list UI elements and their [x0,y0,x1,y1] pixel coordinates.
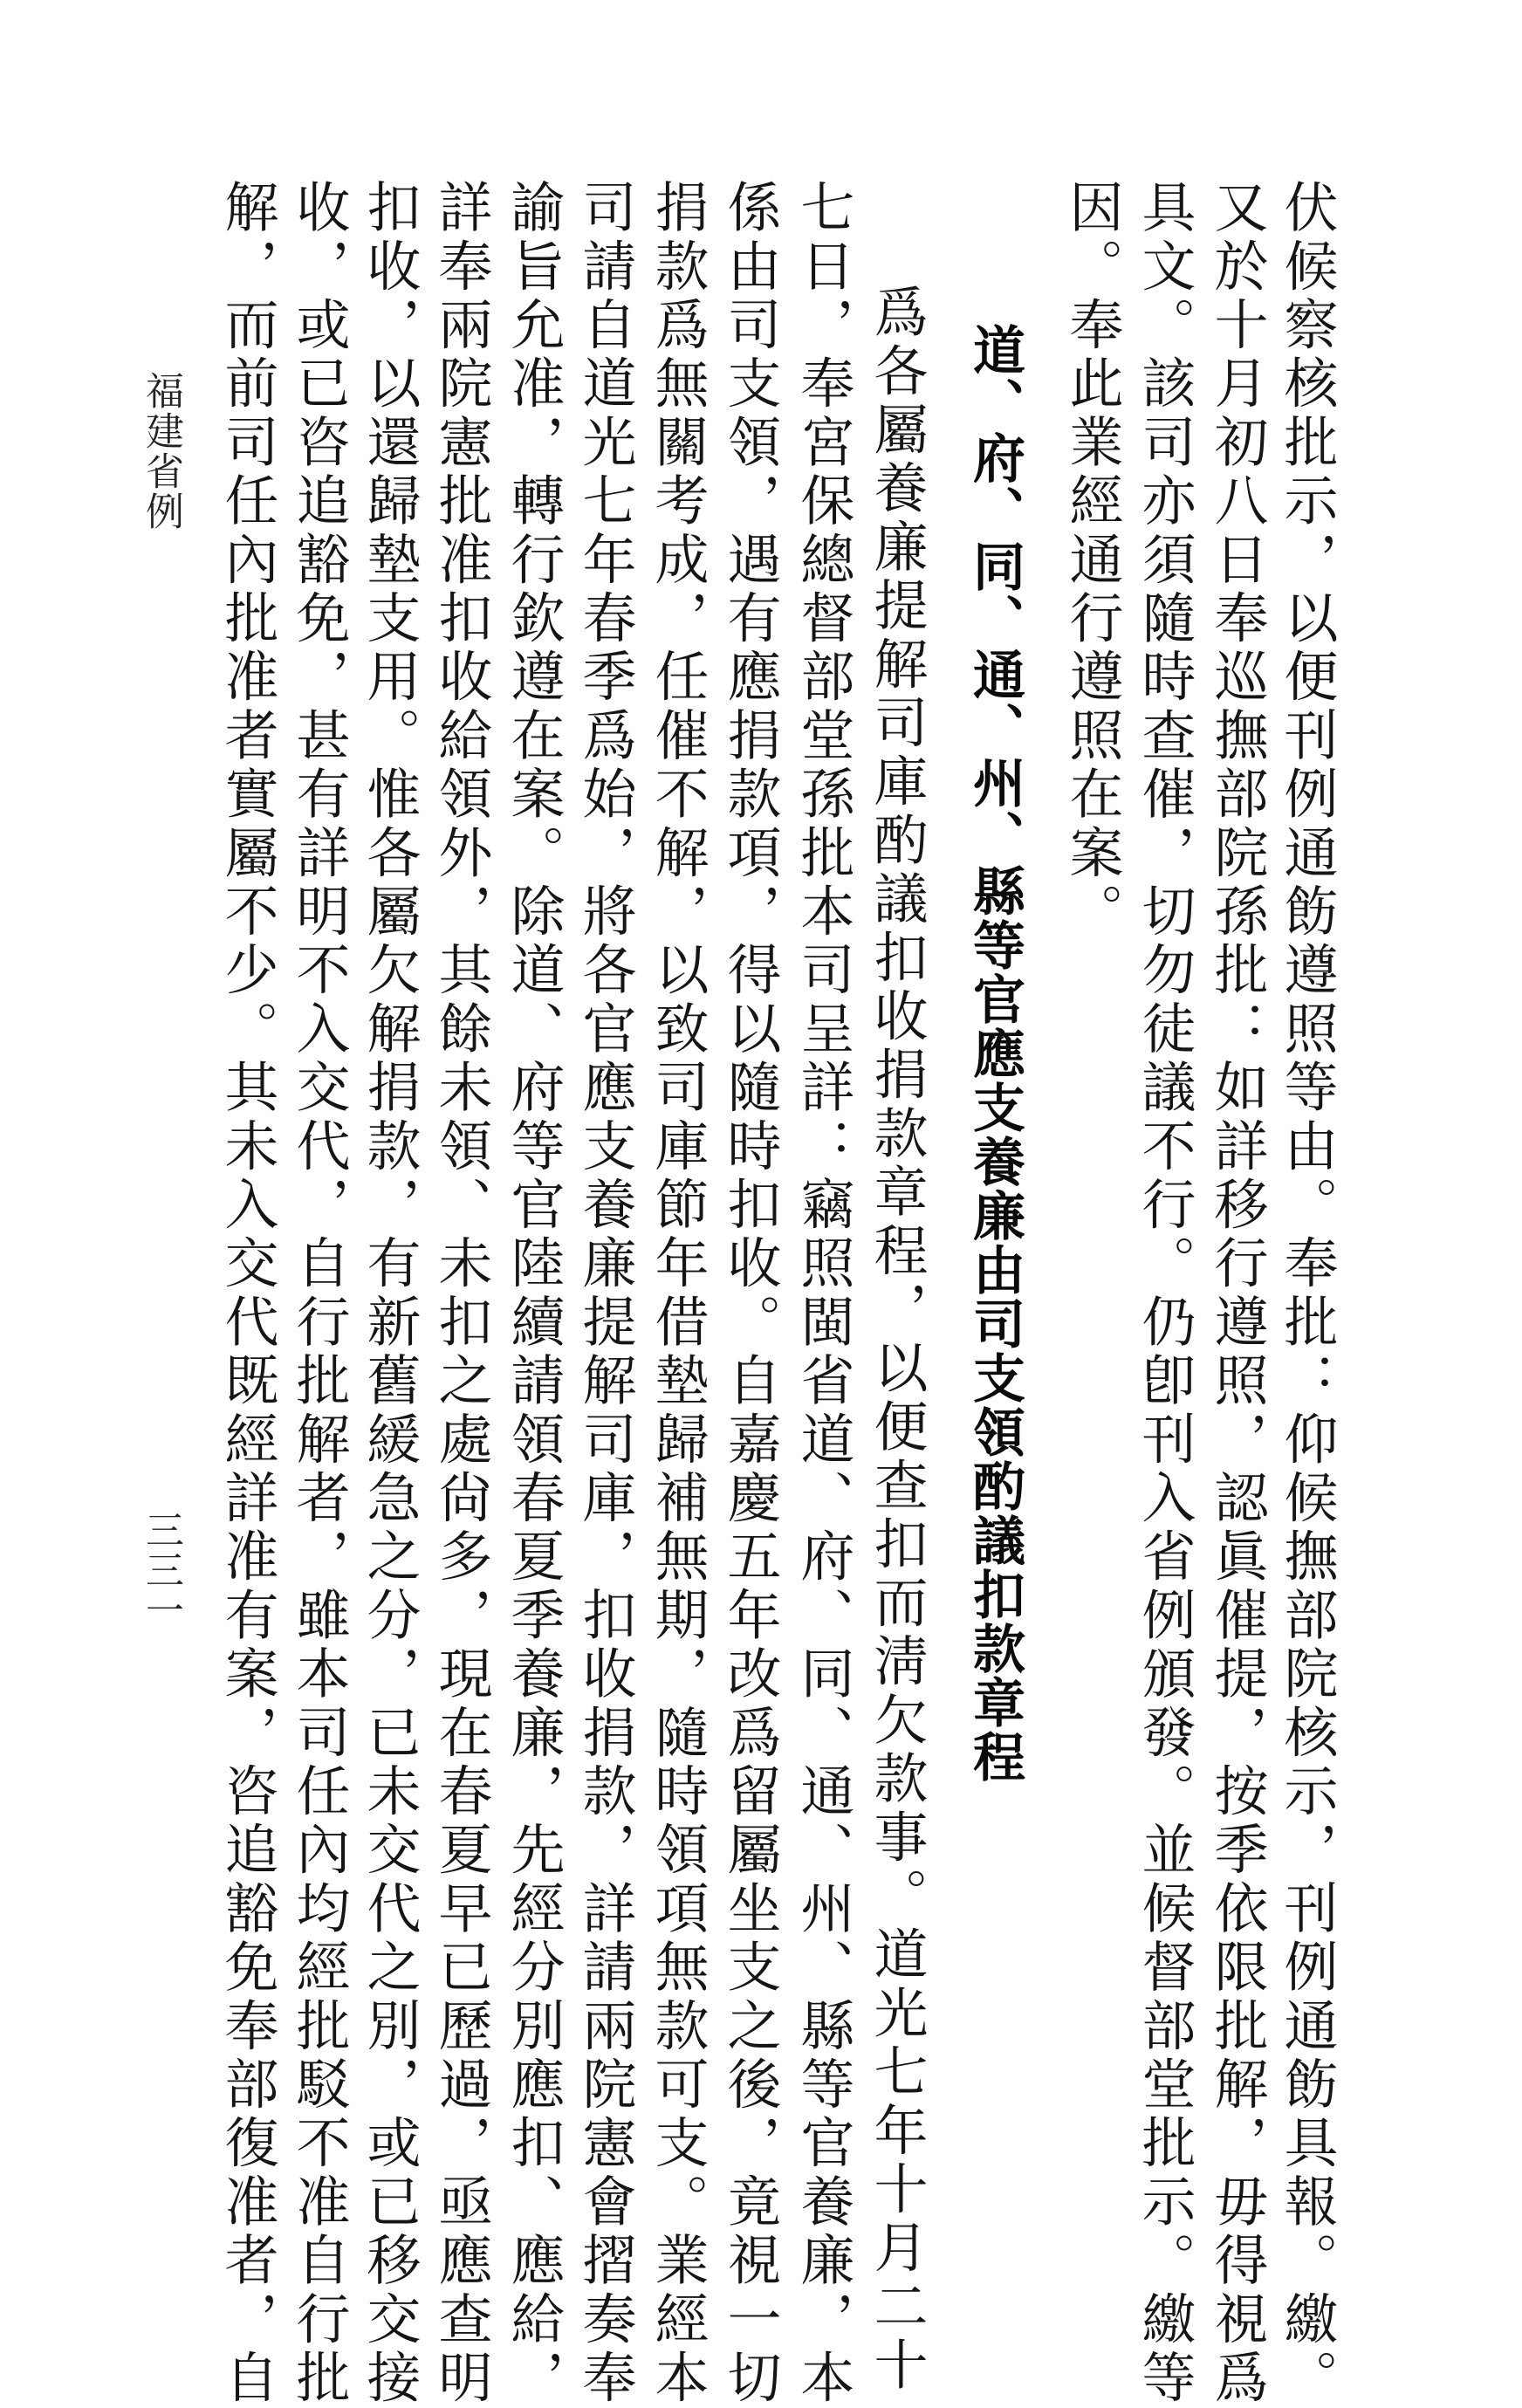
text-column-6: 七日，奉宮保總督部堂孫批本司呈詳：竊照閩省道、府、同、通、州、縣等官養廉，本 [792,179,855,2408]
text-column-2: 又於十月初八日奉巡撫部院孫批：如詳移行遵照，認眞催提，按季依限批解，毋得視爲 [1205,179,1269,2408]
text-column-13: 收，或已咨追豁免，甚有詳明不入交代，自行批解者，雖本司任內均經批駁不准自行批 [287,179,351,2408]
text-column-11: 詳奉兩院憲批准扣收給領外，其餘未領、未扣之處尙多，現在春夏早已歷過，亟應查明 [429,179,493,2408]
book-title: 福建省例 [139,371,183,532]
text-column-1: 伏候察核批示，以便刊例通飭遵照等由。奉批：仰候撫部院核示，刊例通飭具報。繳。 [1275,179,1339,2408]
page-number: 三三一 [139,1510,183,1630]
text-column-9: 司請自道光七年春季爲始，將各官應支養廉提解司庫，扣收捐款，詳請兩院憲會摺奏奉 [573,179,637,2408]
text-column-3: 具文。該司亦須隨時查催，切勿徒議不行。仍卽刊入省例頒發。並候督部堂批示。繳等 [1133,179,1196,2408]
text-column-5: 爲各屬養廉提解司庫酌議扣收捐款章程，以便查扣而淸欠款事。道光七年十月二十 [865,284,929,2396]
text-column-7: 係由司支領，遇有應捐款項，得以隨時扣收。自嘉慶五年改爲留屬坐支之後，竟視一切 [718,179,782,2408]
text-column-10: 諭旨允准，轉行欽遵在案。除道、府等官陸續請領春夏季養廉，先經分別應扣、應給， [502,179,566,2408]
text-column-14: 解，而前司任內批准者實屬不少。其未入交代既經詳准有案，咨追豁免奉部復准者，自 [216,179,279,2408]
text-column-4: 因。奉此業經通行遵照在案。 [1060,179,1124,942]
section-heading: 道、府、同、通、州、縣等官應支養廉由司支領酌議扣款章程 [964,323,1025,1784]
text-column-8: 捐款爲無關考成，任催不解，以致司庫節年借墊歸補無期，隨時領項無款可支。業經本 [646,179,710,2408]
text-column-12: 扣收，以還歸墊支用。惟各屬欠解捐款，有新舊緩急之分，已未交代之別，或已移交接 [358,179,422,2408]
